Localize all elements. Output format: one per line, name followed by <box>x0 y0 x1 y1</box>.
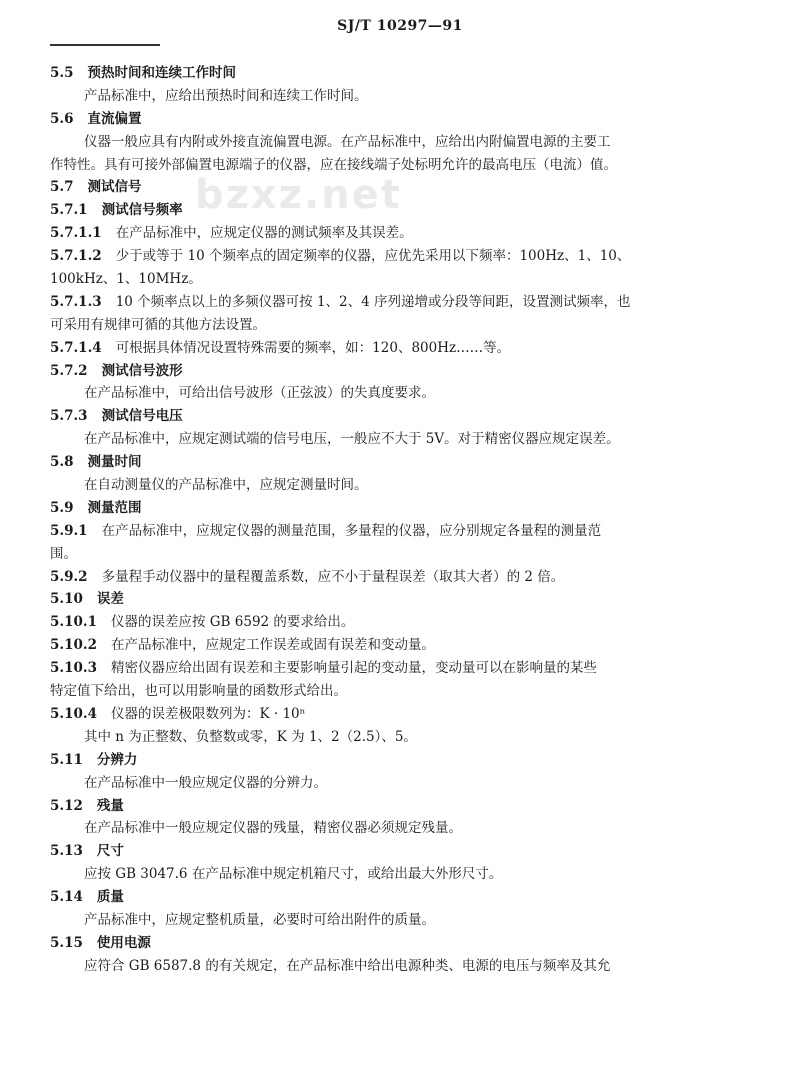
text-line <box>50 543 750 566</box>
section-heading <box>50 62 750 85</box>
section-heading <box>50 108 750 131</box>
clause-number: 5.5 <box>50 65 74 81</box>
line-text: 在产品标准中，应规定仪器的测试频率及其误差。 <box>115 225 413 242</box>
line-text: 可采用有规律可循的其他方法设置。 <box>50 316 266 333</box>
clause-number: 5.7 <box>50 179 74 196</box>
clause-paragraph <box>50 520 750 543</box>
line-text: 产品标准中，应规定整机质量，必要时可给出附件的质量。 <box>84 911 435 928</box>
line-text: 测量范围 <box>87 499 142 516</box>
text-line <box>50 131 750 154</box>
line-text: 应符合 GB 6587.8 的有关规定，在产品标准中给出电源种类、电源的电压与频率及其允 <box>84 957 611 974</box>
line-text: 10 个频率点以上的多频仪器可按 1、2、4 序列递增或分段等间距，设置测试频率，也 <box>115 293 631 310</box>
text-line <box>50 428 750 451</box>
clause-number: 5.9 <box>50 499 74 516</box>
line-text: 其中 n 为正整数、负整数或零，K 为 1、2（2.5）、5。 <box>84 728 417 745</box>
clause-number: 5.7.1.3 <box>50 293 102 310</box>
line-text: 直流偏置 <box>87 110 142 127</box>
section-heading <box>50 795 750 818</box>
line-text: 产品标准中，应给出预热时间和连续工作时间。 <box>84 87 368 104</box>
text-line <box>50 726 750 749</box>
section-heading <box>50 886 750 909</box>
line-text: 测试信号电压 <box>101 408 183 425</box>
clause-paragraph <box>50 222 750 245</box>
text-line <box>50 863 750 886</box>
clause-number: 5.7.1.1 <box>50 225 102 242</box>
line-text: 围。 <box>50 545 77 562</box>
clause-paragraph <box>50 337 750 360</box>
section-heading <box>50 932 750 955</box>
line-text: 分辨力 <box>96 751 138 768</box>
clause-number: 5.7.3 <box>50 408 88 425</box>
line-text: 在产品标准中，应规定工作误差或固有误差和变动量。 <box>110 637 435 654</box>
line-text: 测试信号波形 <box>101 362 183 379</box>
watermark: bzxz.net <box>195 172 402 218</box>
line-text: 在产品标准中，应规定仪器的测量范围，多量程的仪器，应分别规定各量程的测量范 <box>101 522 602 539</box>
clause-paragraph <box>50 566 750 589</box>
line-text: 作特性。具有可接外部偏置电源端子的仪器，应在接线端子处标明允许的最高电压（电流）值。 <box>50 156 617 173</box>
section-heading <box>50 405 750 428</box>
line-text: 误差 <box>96 591 124 608</box>
clause-number: 5.9.1 <box>50 522 88 539</box>
header-rule <box>50 44 160 46</box>
document-body <box>50 62 750 978</box>
section-heading <box>50 749 750 772</box>
clause-paragraph <box>50 245 750 268</box>
text-line <box>50 85 750 108</box>
line-text: 在产品标准中一般应规定仪器的残量，精密仪器必须规定残量。 <box>84 820 462 837</box>
line-text: 测量时间 <box>87 454 142 471</box>
line-text: 在产品标准中，可给出信号波形（正弦波）的失真度要求。 <box>84 385 435 402</box>
text-line <box>50 772 750 795</box>
section-heading <box>50 497 750 520</box>
clause-paragraph <box>50 634 750 657</box>
text-line <box>50 314 750 337</box>
line-text: 使用电源 <box>96 934 151 951</box>
section-heading <box>50 451 750 474</box>
clause-number: 5.10 <box>50 591 83 608</box>
line-text: 在自动测量仪的产品标准中，应规定测量时间。 <box>84 477 368 494</box>
clause-number: 5.13 <box>50 843 83 860</box>
clause-number: 5.7.1 <box>50 202 88 219</box>
text-line <box>50 268 750 291</box>
clause-paragraph <box>50 611 750 634</box>
line-text: 仪器的误差应按 GB 6592 的要求给出。 <box>110 614 355 631</box>
line-text: 特定值下给出，也可以用影响量的函数形式给出。 <box>50 683 347 700</box>
line-text: 精密仪器应给出固有误差和主要影响量引起的变动量，变动量可以在影响量的某些 <box>110 660 597 677</box>
clause-number: 5.11 <box>50 751 83 768</box>
clause-paragraph <box>50 657 750 680</box>
clause-number: 5.10.4 <box>50 705 97 722</box>
line-text: 仪器一般应具有内附或外接直流偏置电源。在产品标准中，应给出内附偏置电源的主要工 <box>84 133 611 150</box>
line-text: 仪器的误差极限数列为：K · 10ⁿ <box>110 705 306 722</box>
line-text: 测试信号频率 <box>101 202 183 219</box>
line-text: 尺寸 <box>96 843 124 860</box>
line-text: 质量 <box>96 889 124 906</box>
clause-number: 5.12 <box>50 797 83 814</box>
section-heading <box>50 840 750 863</box>
line-text: 多量程手动仪器中的量程覆盖系数，应不小于量程误差（取其大者）的 2 倍。 <box>101 568 565 585</box>
line-text: 应按 GB 3047.6 在产品标准中规定机箱尺寸，或给出最大外形尺寸。 <box>84 866 503 883</box>
clause-number: 5.9.2 <box>50 568 88 585</box>
clause-number: 5.15 <box>50 934 83 951</box>
text-line <box>50 909 750 932</box>
text-line <box>50 817 750 840</box>
line-text: 在产品标准中，应规定测试端的信号电压，一般应不大于 5V。对于精密仪器应规定误差。 <box>84 431 620 448</box>
section-heading <box>50 360 750 383</box>
clause-number: 5.10.3 <box>50 660 97 677</box>
line-text: 在产品标准中一般应规定仪器的分辨力。 <box>84 774 327 791</box>
line-text: 少于或等于 10 个频率点的固定频率的仪器，应优先采用以下频率：100Hz、1、10、 <box>115 248 631 265</box>
clause-number: 5.6 <box>50 110 74 127</box>
text-line <box>50 154 750 177</box>
section-heading <box>50 199 750 222</box>
clause-paragraph <box>50 291 750 314</box>
clause-paragraph <box>50 703 750 726</box>
text-line <box>50 382 750 405</box>
clause-number: 5.8 <box>50 454 74 471</box>
section-heading <box>50 176 750 199</box>
line-text: 可根据具体情况设置特殊需要的频率，如：120、800Hz……等。 <box>115 339 511 356</box>
line-text: 预热时间和连续工作时间 <box>87 65 236 81</box>
clause-number: 5.7.2 <box>50 362 88 379</box>
line-text: 100kHz、1、10MHz。 <box>50 271 202 288</box>
text-line <box>50 680 750 703</box>
clause-number: 5.10.2 <box>50 637 97 654</box>
clause-number: 5.14 <box>50 889 83 906</box>
page-header: SJ/T 10297—91 <box>337 18 463 34</box>
clause-number: 5.10.1 <box>50 614 97 631</box>
text-line <box>50 955 750 978</box>
clause-number: 5.7.1.2 <box>50 248 102 265</box>
text-line <box>50 474 750 497</box>
clause-number: 5.7.1.4 <box>50 339 102 356</box>
line-text: 残量 <box>96 797 124 814</box>
line-text: 测试信号 <box>87 179 142 196</box>
section-heading <box>50 588 750 611</box>
